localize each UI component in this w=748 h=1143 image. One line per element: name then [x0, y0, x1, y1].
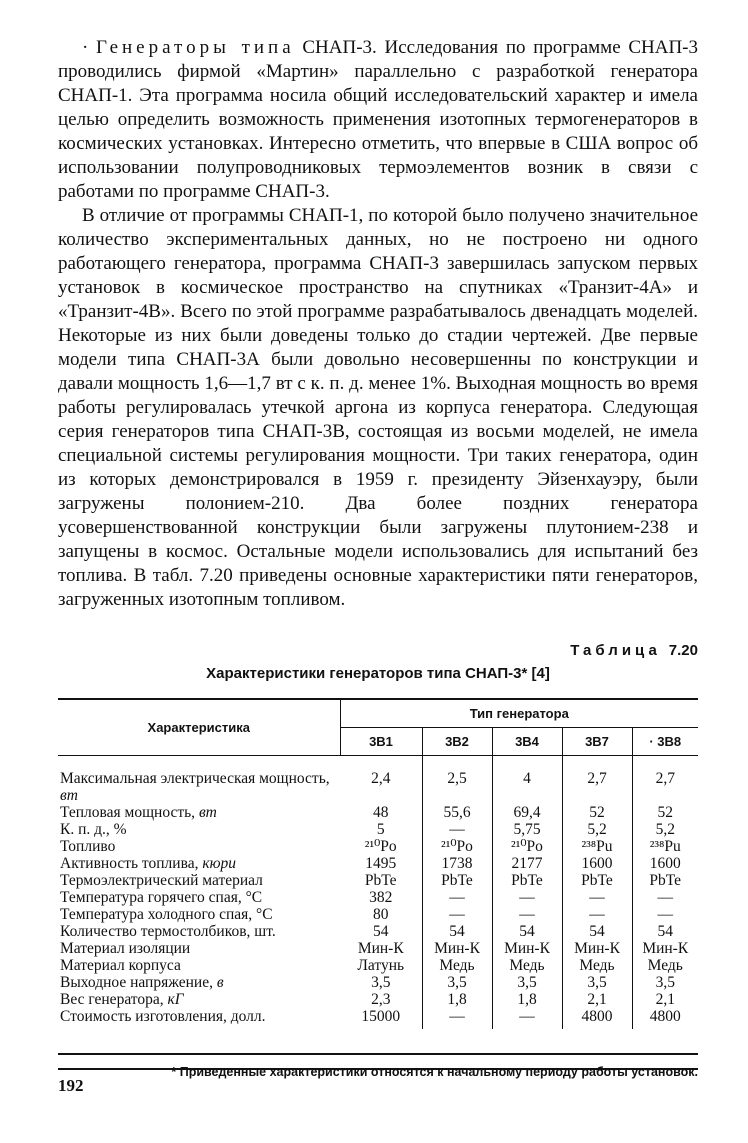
row-label [58, 957, 340, 974]
footnote-block [58, 1053, 698, 1079]
table-cell: 54 [632, 923, 698, 940]
table-cell: 54 [422, 923, 492, 940]
table-cell: 2,1 [632, 991, 698, 1008]
table-cell: 2,4 [371, 770, 391, 787]
table-number [58, 642, 698, 659]
row-label-text: Топливо [60, 838, 116, 855]
table-cell: ²³⁸Pu [632, 838, 698, 855]
row-unit: кГ [167, 991, 184, 1008]
table-cell: Мин-К [357, 940, 404, 957]
table-cell: 54 [492, 923, 562, 940]
table-cell: Мин-К [422, 940, 492, 957]
table-row [58, 804, 698, 821]
row-unit: в [216, 974, 224, 991]
table-cell: 4800 [562, 1008, 632, 1029]
table-cell: — [562, 889, 632, 906]
column-header: 3В2 [422, 728, 492, 756]
table-cell: 3,5 [492, 974, 562, 991]
table-cell: 1600 [632, 855, 698, 872]
table-cell: 80 [373, 906, 389, 923]
column-header: 3В1 [340, 728, 422, 756]
paragraph-bullet: · [82, 37, 97, 58]
row-label [58, 804, 340, 821]
table-row [58, 991, 698, 1008]
header-generator-type: Тип генератора [340, 699, 698, 728]
table-cell: — [422, 821, 492, 838]
table-cell: Мин-К [632, 940, 698, 957]
row-label-text: Максимальная электрическая мощность, [60, 770, 330, 787]
row-unit: кюри [202, 855, 237, 872]
table-cell: Мин-К [492, 940, 562, 957]
table-cell: 52 [632, 804, 698, 821]
table-cell: 2,7 [632, 756, 698, 805]
table-cell: — [492, 906, 562, 923]
table-cell: — [632, 889, 698, 906]
table-cell: 2,1 [562, 991, 632, 1008]
table-cell: PbTe [364, 872, 397, 889]
page-number: 192 [58, 1076, 84, 1095]
table-cell: Латунь [357, 957, 405, 974]
table-cell: 3,5 [562, 974, 632, 991]
table-cell: 1,8 [422, 991, 492, 1008]
table-row [58, 855, 698, 872]
row-label [58, 855, 340, 872]
table-cell: 1600 [562, 855, 632, 872]
row-label [58, 838, 340, 855]
table-cell: PbTe [422, 872, 492, 889]
table-cell: Медь [492, 957, 562, 974]
table-row [58, 906, 698, 923]
table-caption: Характеристики генераторов типа СНАП-3* [4] [206, 665, 550, 682]
table-cell: Мин-К [562, 940, 632, 957]
table-row [58, 957, 698, 974]
row-label-text: Тепловая мощность, [60, 804, 199, 821]
table-cell: 1738 [422, 855, 492, 872]
footnote: * Приведенные характеристики относятся к начальному периоду работы установок. [171, 1065, 698, 1079]
row-label-text: Стоимость изготовления, долл. [60, 1008, 266, 1025]
row-label-text: Активность топлива, [60, 855, 203, 872]
row-label-text: Выходное напряжение, [60, 974, 217, 991]
table-cell: Медь [632, 957, 698, 974]
table-number-label: Таблица [570, 642, 661, 659]
table-row [58, 940, 698, 957]
table-number-value: 7.20 [668, 642, 698, 659]
table-cell: 3,5 [371, 974, 391, 991]
section-title: Генераторы типа [96, 37, 295, 58]
row-unit: вт [198, 804, 217, 821]
table-row [58, 821, 698, 838]
table-cell: 4800 [632, 1008, 698, 1029]
row-label-text: К. п. д., % [60, 821, 127, 838]
table-cell: 2,7 [562, 756, 632, 805]
row-label [58, 991, 340, 1008]
table-row [58, 838, 698, 855]
table-cell: PbTe [632, 872, 698, 889]
header-characteristic: Характеристика [58, 699, 340, 756]
table-cell: 2,5 [422, 756, 492, 805]
table-cell: 2,3 [371, 991, 391, 1008]
table-cell: 3,5 [632, 974, 698, 991]
table-cell: — [562, 906, 632, 923]
row-label [58, 940, 340, 957]
table-cell: — [492, 1008, 562, 1029]
table-cell: 54 [373, 923, 389, 940]
table-row [58, 756, 698, 805]
table-cell: — [422, 906, 492, 923]
row-label-text: Материал корпуса [60, 957, 181, 974]
column-header: 3В7 [562, 728, 632, 756]
row-label [58, 974, 340, 991]
table-cell: Медь [562, 957, 632, 974]
row-label-text: Температура холодного спая, °С [60, 906, 273, 923]
table-cell: — [632, 906, 698, 923]
table-row [58, 889, 698, 906]
table-cell: 55,6 [422, 804, 492, 821]
row-label [58, 872, 340, 889]
table-cell: — [422, 1008, 492, 1029]
table-cell: Медь [422, 957, 492, 974]
row-label [58, 756, 340, 805]
row-label [58, 821, 340, 838]
table-row [58, 872, 698, 889]
row-label [58, 923, 340, 940]
table-cell: 382 [369, 889, 393, 906]
column-header: · 3В8 [632, 728, 698, 756]
table-cell: PbTe [492, 872, 562, 889]
paragraph-1 [58, 36, 698, 204]
table-cell: 1495 [365, 855, 397, 872]
table-cell: 3,5 [422, 974, 492, 991]
table-cell: 5,75 [492, 821, 562, 838]
table-cell: 5,2 [562, 821, 632, 838]
column-header: 3В4 [492, 728, 562, 756]
table-cell: 69,4 [492, 804, 562, 821]
table-row [58, 974, 698, 991]
table-cell: PbTe [562, 872, 632, 889]
table-cell: 1,8 [492, 991, 562, 1008]
paragraph-2: В отличие от программы СНАП-1, по которой было получено значительное количество экспериментальных данных, но не построено ни одного работающего генератора, программа СНАП-3 завершилась запуском первых установок в космическое пространство на спутниках «Транзит-4А» и «Транзит-4В». Всего по этой программе разрабатывалось двенадцать моделей. Некоторые из них были доведены только до стадии чертежей. Две первые модели типа СНАП-3А были довольно несовершенны по конструкции и давали мощность 1,6—1,7 вт с к. п. д. менее 1%. Выходная мощность во время работы регулировалась утечкой аргона из корпуса генератора. Следующая серия генераторов типа СНАП-3В, состоящая из восьми моделей, не имела специальной системы регулирования мощности. Три таких генератора, один из которых демонстрировался в 1959 г. президенту Эйзенхауэру, были загружены полонием-210. Два более поздних генератора усовершенствованной конструкции были загружены плутонием-238 и запущены в космос. Остальные модели использовались для испытаний без топлива. В табл. 7.20 приведены основные характеристики пяти генераторов, загруженных изотопным топливом. [58, 205, 698, 610]
row-label-text: Температура горячего спая, °С [60, 889, 263, 906]
table-cell: 2177 [492, 855, 562, 872]
table-cell: 5,2 [632, 821, 698, 838]
table-cell: — [492, 889, 562, 906]
row-unit: вт [60, 787, 78, 804]
page-content [58, 36, 698, 1079]
paragraph-1-text: СНАП-3. Исследования по программе СНАП-3 проводились фирмой «Мартин» параллельно с разработкой генератора СНАП-1. Эта программа носила общий исследовательский характер и имела целью определить возможность применения изотопных термогенераторов в космических установках. Интересно отметить, что впервые в США вопрос об использовании полупроводниковых термоэлементов возник в связи с работами по программе СНАП-3. [58, 37, 698, 202]
table-cell: 48 [373, 804, 389, 821]
data-table [58, 698, 698, 1029]
page-bottom-rule [58, 1068, 698, 1070]
table-cell: 5 [376, 821, 385, 838]
row-label-text: Количество термостолбиков, шт. [60, 923, 276, 940]
table-cell: 4 [492, 756, 562, 805]
table-row [58, 1008, 698, 1029]
table-cell: — [422, 889, 492, 906]
table-cell: ²¹⁰Po [492, 838, 562, 855]
row-label-text: Вес генератора, [60, 991, 168, 1008]
table-row [58, 923, 698, 940]
table-cell: ²³⁸Pu [562, 838, 632, 855]
table-cell: 54 [562, 923, 632, 940]
row-label-text: Термоэлектрический материал [60, 872, 263, 889]
table-cell: 15000 [361, 1008, 401, 1025]
row-label [58, 1008, 340, 1029]
row-label-text: Материал изоляции [60, 940, 191, 957]
table-cell: 52 [562, 804, 632, 821]
row-label [58, 906, 340, 923]
table-cell: ²¹⁰Po [364, 838, 397, 855]
table-cell: ²¹⁰Po [422, 838, 492, 855]
row-label [58, 889, 340, 906]
